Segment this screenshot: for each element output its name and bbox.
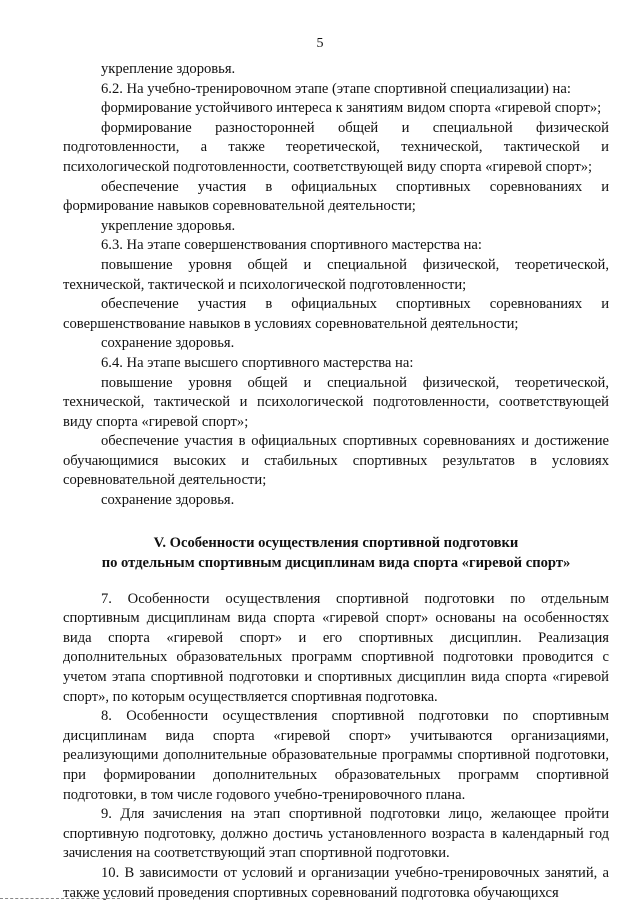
- paragraph: 6.4. На этапе высшего спортивного мастерства на:: [101, 354, 414, 371]
- paragraph: обеспечение участия в официальных спортивных соревнованиях и достижение обучающимися высоких и стабильных спортивных результатов в условиях соревновательной деятельности;: [63, 433, 609, 489]
- paragraph: укрепление здоровья.: [101, 217, 236, 234]
- paragraph: 6.3. На этапе совершенствования спортивного мастерства на:: [101, 237, 482, 254]
- paragraph: обеспечение участия в официальных спортивных соревнованиях и формирование навыков соревновательной деятельности;: [63, 178, 609, 215]
- paragraph: 6.2. На учебно-тренировочном этапе (этапе спортивной специализации) на:: [101, 80, 571, 97]
- document-body: [63, 60, 609, 903]
- page-number: 5: [316, 36, 324, 51]
- paragraph: формирование разносторонней общей и специальной физической подготовленности, а также теоретической, технической, тактической и психологической подготовленности, соответствующей виду спорта «гиревой спорт»;: [63, 119, 609, 175]
- section-heading: [63, 533, 609, 573]
- paragraph: формирование устойчивого интереса к занятиям видом спорта «гиревой спорт»;: [101, 100, 602, 117]
- paragraph: обеспечение участия в официальных спортивных соревнованиях и совершенствование навыков в условиях соревновательной деятельности;: [63, 296, 609, 332]
- section-heading-line2: по отдельным спортивным дисциплинам вида спорта «гиревой спорт»: [101, 554, 571, 571]
- paragraph: 8. Особенности осуществления спортивной подготовки по спортивным дисциплинам вида спорта «гиревой спорт» учитываются организациями, реализующими дополнительные образовательные программы спортивной подготовки, при формировании дополнительных образовательных программ спортивной подготовки, в том числе годового учебно-тренировочного плана.: [63, 708, 609, 803]
- section-heading-line1: V. Особенности осуществления спортивной подготовки: [153, 534, 519, 551]
- paragraph: сохранение здоровья.: [101, 492, 235, 509]
- paragraph: повышение уровня общей и специальной физической, теоретической, технической, тактической и психологической подготовленности;: [63, 256, 609, 293]
- paragraph: 10. В зависимости от условий и организации учебно-тренировочных занятий, а также условий проведения спортивных соревнований подготовка обучающихся: [63, 864, 609, 901]
- paragraph: сохранение здоровья.: [101, 335, 235, 352]
- paragraph: укрепление здоровья.: [101, 61, 236, 77]
- paragraph: 7. Особенности осуществления спортивной подготовки по отдельным спортивным дисциплинам вида спорта «гиревой спорт» основаны на особенностях вида спорта «гиревой спорт» и его спортивных дисциплин. Реализация дополнительных образовательных программ спортивной подготовки проводится с учетом этапа спортивной подготовки и спортивных дисциплин вида спорта «гиревой спорт», по которым осуществляется спортивная подготовка.: [63, 590, 609, 705]
- paragraph: повышение уровня общей и специальной физической, теоретической, технической, тактической и психологической подготовленности, соответствующей виду спорта «гиревой спорт»;: [63, 374, 609, 430]
- paragraph: 9. Для зачисления на этап спортивной подготовки лицо, желающее пройти спортивную подготовку, должно достичь установленного возраста в календарный год зачисления на соответствующий этап спортивной подготовки.: [63, 806, 609, 862]
